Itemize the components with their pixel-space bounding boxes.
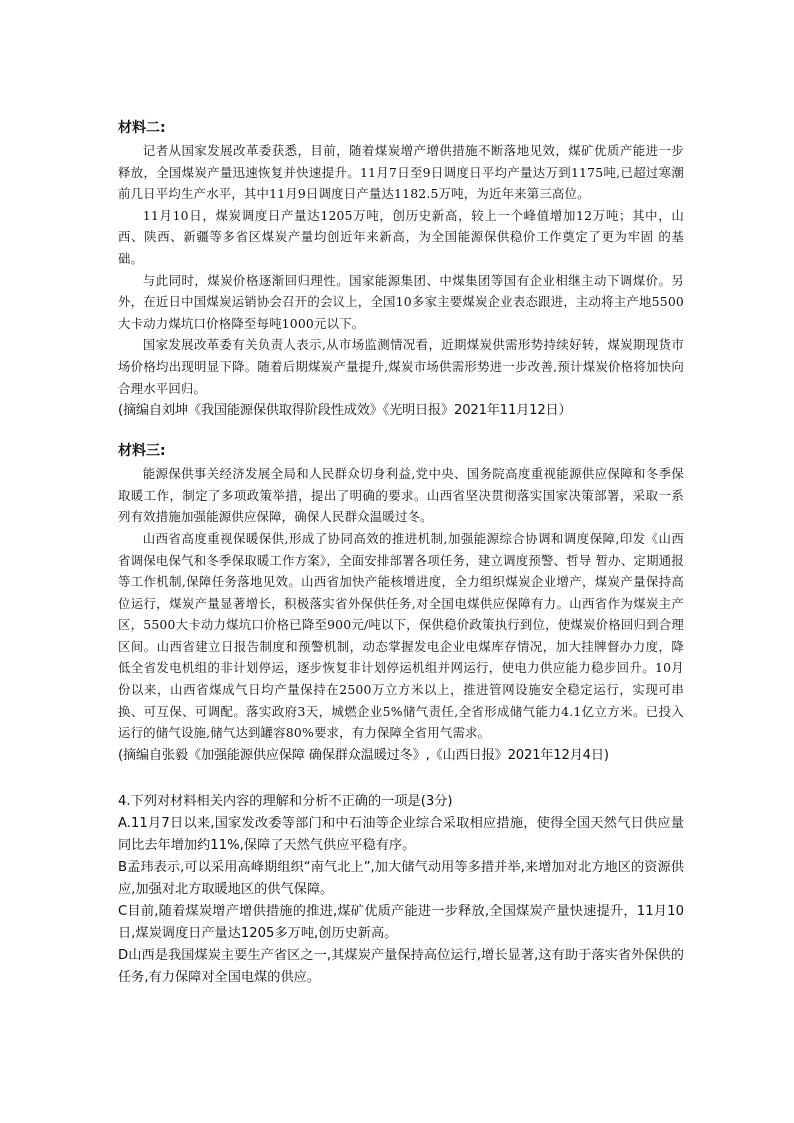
material-3-source: (摘编自张毅《加强能源供应保障 确保群众温暖过冬》,《山西日报》2021年12月4日) — [118, 747, 609, 763]
material-2-paragraph: 与此同时，煤炭价格逐渐回归理性。国家能源集团、中煤集团等国有企业相继主动下调煤价。另外，在近日中国煤炭运销协会召开的会议上，全国10多家主要煤炭企业表态跟进，主动将主产地5500大卡动力煤坑口价格降至每吨1000元以下。 — [118, 272, 684, 331]
question-option-c: C目前,随着煤炭增产增供措施的推进,煤矿优质产能进一步释放,全国煤炭产量快速提升，11月10日,煤炭调度日产量达1205多万吨,创历史新高。 — [118, 903, 684, 941]
material-3-paragraph: 能源保供事关经济发展全局和人民群众切身利益,党中央、国务院高度重视能源供应保障和冬季保取暖工作，制定了多项政策举措，提出了明确的要求。山西省坚决贯彻落实国家决策部署，采取一系列有效措施加强能源供应保障，确保人民群众温暖过冬。 — [118, 466, 684, 525]
question-4-title: 4.下列对材料相关内容的理解和分析不正确的一项是(3分) — [118, 793, 453, 809]
section-spacer — [118, 422, 684, 441]
material-3-heading: 材料三: — [118, 443, 166, 460]
document-page — [118, 118, 684, 989]
section-spacer — [118, 767, 684, 791]
material-2-source: (摘编自刘坤《我国能源保供取得阶段性成效》《光明日报》2021年11月12日） — [118, 403, 572, 419]
material-3-paragraph: 山西省高度重视保暖保供,形成了协同高效的推进机制,加强能源综合协调和调度保障,印发《山西省调保电保气和冬季保取暖工作方案》，全面安排部署各项任务，建立调度预警、哲导 暂办、定期通报等工作机制,保障任务落地见效。山西省加快产能核增进度，全力组织煤炭企业增产，煤炭产量保持高位运行，煤炭产量显著增长，积极落实省外保供任务,对全国电煤供应保障有力。山西省作为煤炭主产区，5500大卡动力煤坑口价格已降至900元/吨以下，保供稳价政策执行到位，使煤炭价格回归到合理区间。山西省建立日报告制度和预警机制，动态掌握发电企业电煤库存情况，加大挂牌督办力度，降低全省发电机组的非计划停运，逐步恢复非计划停运机组并网运行，使电力供应能力稳步回升。10月份以来，山西省煤成气日均产量保持在2500万立方米以上，推进管网设施安全稳定运行，实现可串换、可互保、可调配。落实政府3天，城燃企业5%储气责任,全省形成储气能力4.1亿立方米。已投入运行的储气设施,储气达到罐容80%要求，有力保障全省用气需求。 — [118, 530, 684, 741]
question-option-a: A.11月7日以来,国家发改委等部门和中石油等企业综合采取相应措施，使得全国天然气日供应量同比去年增加约11%,保障了天然气供应平稳有序。 — [118, 815, 684, 853]
material-2-paragraph: 国家发展改革委有关负责人表示,从市场监测情况看，近期煤炭供需形势持续好转，煤炭期现货市场价格均出现明显下降。随着后期煤炭产量提升,煤炭市场供需形势进一步改善,预计煤炭价格将加快向合理水平回归。 — [118, 337, 684, 396]
question-option-b: B孟玮表示,可以采用高峰期组织“南气北上”,加大储气动用等多措并举,来增加对北方地区的资源供应,加强对北方取暖地区的供气保障。 — [118, 859, 684, 897]
question-option-d: D山西是我国煤炭主要生产省区之一,其煤炭产量保持高位运行,增长显著,这有助于落实省外保供的任务,有力保障对全国电煤的供应。 — [118, 947, 684, 985]
material-2-heading: 材料二: — [118, 120, 166, 136]
material-2-paragraph: 记者从国家发展改革委获悉，目前，随着煤炭增产增供措施不断落地见效，煤矿优质产能进一步释放，全国煤炭产量迅速恢复并快速提升。11月7日至9日调度日平均产量达万到1175吨,已超过寒潮前几日平均生产水平，其中11月9日调度日产量达1182.5万吨，为近年来第三高位。 — [118, 143, 684, 202]
material-2-paragraph: 11月10日，煤炭调度日产量达1205万吨，创历史新高，较上一个峰值增加12万吨；其中，山西、陕西、新疆等多省区煤炭产量均创近年来新高，为全国能源保供稳价工作奠定了更为牢固 的基础。 — [118, 207, 684, 266]
